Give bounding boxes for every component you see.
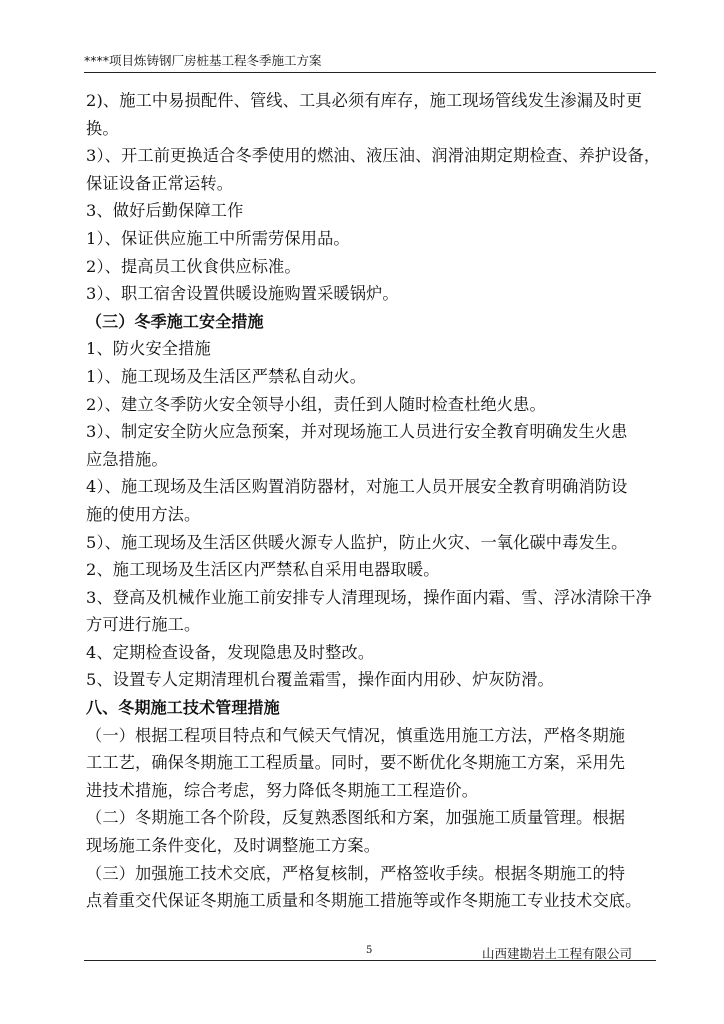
paragraph-line: 4、定期检查设备，发现隐患及时整改。 xyxy=(86,642,375,662)
paragraph-line: 5）、施工现场及生活区供暖火源专人监护，防止火灾、一氧化碳中毒发生。 xyxy=(86,532,628,552)
paragraph-line: 现场施工条件变化，及时调整施工方案。 xyxy=(86,836,381,856)
paragraph-line: 5、设置专人定期清理机台覆盖霜雪，操作面内用砂、炉灰防滑。 xyxy=(86,670,554,690)
paragraph-line: 3、做好后勤保障工作 xyxy=(86,201,244,221)
paragraph-line: 工工艺，确保冬期施工工程质量。同时，要不断优化冬期施工方案，采用先 xyxy=(86,753,626,773)
paragraph-line: 换。 xyxy=(86,118,119,138)
paragraph-line: 2、施工现场及生活区内严禁私自采用电器取暖。 xyxy=(86,560,440,580)
paragraph-line: 进技术措施，综合考虑，努力降低冬期施工工程造价。 xyxy=(86,780,479,800)
footer-company-name: 山西建勘岩土工程有限公司 xyxy=(482,946,633,961)
paragraph-line: 保证设备正常运转。 xyxy=(86,173,234,193)
paragraph-line: 3、登高及机械作业施工前安排专人清理现场，操作面内霜、雪、浮冰清除干净 xyxy=(86,587,652,607)
paragraph-line: 3）、职工宿舍设置供暖设施购置采暖锅炉。 xyxy=(86,284,399,304)
paragraph-line: （二）冬期施工各个阶段，反复熟悉图纸和方案，加强施工质量管理。根据 xyxy=(86,808,626,828)
paragraph-line: 2）、提高员工伙食供应标准。 xyxy=(86,256,301,276)
paragraph-line: 2)、施工中易损配件、管线、工具必须有库存，施工现场管线发生渗漏及时更 xyxy=(86,91,643,110)
paragraph-line: （一）根据工程项目特点和气候天气情况，慎重选用施工方法，严格冬期施 xyxy=(86,725,626,745)
document-body xyxy=(86,87,661,915)
paragraph-line: 2）、建立冬季防火安全领导小组，责任到人随时检查杜绝火患。 xyxy=(86,394,546,414)
paragraph-line: 1、防火安全措施 xyxy=(86,339,211,359)
footer-divider xyxy=(84,960,656,961)
paragraph-line: 3）、制定安全防火应急预案，并对现场施工人员进行安全教育明确发生火患 xyxy=(86,422,628,442)
page-number: 5 xyxy=(366,945,373,956)
paragraph-line: 施的使用方法。 xyxy=(86,504,201,524)
paragraph-line: 点着重交代保证冬期施工质量和冬期施工措施等或作冬期施工专业技术交底。 xyxy=(86,891,642,911)
header-divider xyxy=(84,72,656,73)
paragraph-line: 1）、施工现场及生活区严禁私自动火。 xyxy=(86,366,367,386)
page-header-title: ****项目炼铸钢厂房桩基工程冬季施工方案 xyxy=(84,53,322,68)
section-heading: 八、冬期施工技术管理措施 xyxy=(86,698,280,718)
section-heading: （三）冬季施工安全措施 xyxy=(86,311,264,331)
paragraph-line: 1）、保证供应施工中所需劳保用品。 xyxy=(86,228,350,248)
paragraph-line: （三）加强施工技术交底，严格复核制，严格签收手续。根据冬期施工的特 xyxy=(86,863,626,883)
paragraph-line: 4）、施工现场及生活区购置消防器材，对施工人员开展安全教育明确消防设 xyxy=(86,477,628,497)
paragraph-line: 方可进行施工。 xyxy=(86,615,201,635)
paragraph-line: 3）、开工前更换适合冬季使用的燃油、液压油、润滑油期定期检查、养护设备， xyxy=(86,146,661,166)
paragraph-line: 应急措施。 xyxy=(86,449,168,469)
